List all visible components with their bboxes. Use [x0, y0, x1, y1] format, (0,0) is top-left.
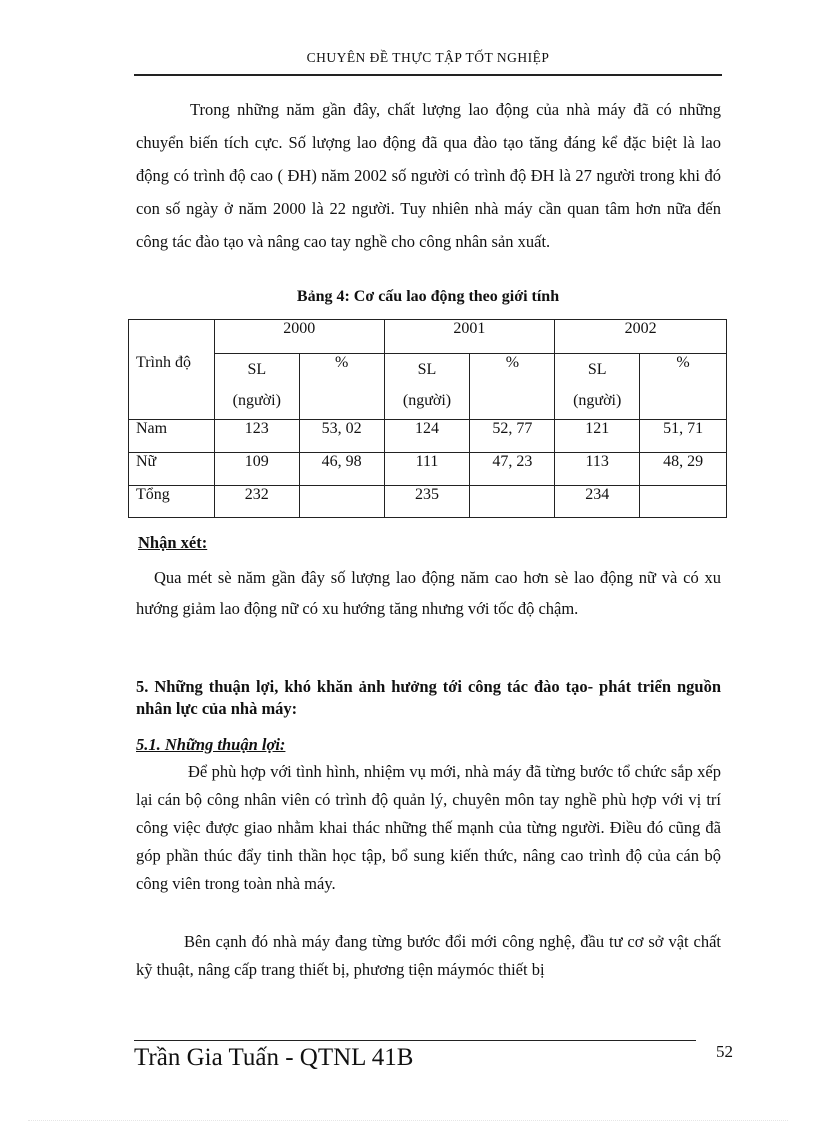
- table-cell: [299, 486, 384, 518]
- sl-header-2001: [384, 354, 470, 420]
- remark-paragraph: Qua mét sè năm gần đây số lượng lao động năm cao hơn sè lao động nữ và có xu hướng giảm lao động nữ có xu hướng tăng nhưng với tốc độ chậm.: [136, 568, 721, 618]
- year-2002-header: 2002: [555, 320, 727, 354]
- table-row: [129, 420, 727, 453]
- table-cell: 109: [214, 453, 299, 486]
- row-header-label: Trình độ: [136, 354, 191, 371]
- footer-divider: [134, 1040, 696, 1041]
- table-cell: [470, 486, 555, 518]
- section-5-1-heading: 5.1. Những thuận lợi:: [136, 735, 286, 754]
- page-header-title: CHUYÊN ĐỀ THỰC TẬP TỐT NGHIỆP: [306, 50, 550, 65]
- sl-unit-label: (người): [573, 392, 622, 409]
- table-cell: 235: [384, 486, 470, 518]
- table-row: [129, 453, 727, 486]
- labor-structure-table: [128, 319, 727, 518]
- year-2001-header: 2001: [384, 320, 555, 354]
- table-cell: 232: [214, 486, 299, 518]
- sl-unit-label: (người): [402, 392, 452, 409]
- page-number: 52: [716, 1042, 733, 1061]
- pct-header-2001: %: [470, 354, 555, 420]
- table-caption: Bảng 4: Cơ cấu lao động theo giới tính: [296, 288, 560, 305]
- pct-header-2000: %: [299, 354, 384, 420]
- advantages-paragraph-2: Bên cạnh đó nhà máy đang từng bước đổi mới công nghệ, đầu tư cơ sở vật chất kỹ thuật, nâng cấp trang thiết bị, phương tiện máymóc thiết bị: [136, 932, 721, 979]
- sl-label: SL: [417, 361, 437, 378]
- table-cell: 47, 23: [470, 453, 555, 486]
- table-cell: 46, 98: [299, 453, 384, 486]
- table-cell: 51, 71: [640, 420, 727, 453]
- header-divider: [134, 74, 722, 76]
- footer-author: Trần Gia Tuấn - QTNL 41B: [134, 1044, 414, 1071]
- table-cell: 52, 77: [470, 420, 555, 453]
- table-cell: 123: [214, 420, 299, 453]
- table-cell: 111: [384, 453, 470, 486]
- bottom-dotted-edge: [28, 1120, 788, 1121]
- remark-heading: Nhận xét:: [138, 533, 208, 552]
- table-cell: 121: [555, 420, 640, 453]
- row-label-nu: Nữ: [129, 453, 215, 486]
- table-cell: 234: [555, 486, 640, 518]
- row-header-cell: [129, 320, 215, 420]
- sl-unit-label: (người): [232, 392, 281, 409]
- sl-header-2000: [214, 354, 299, 420]
- sl-header-2002: [555, 354, 640, 420]
- table-cell: 113: [555, 453, 640, 486]
- table-cell: 48, 29: [640, 453, 727, 486]
- sl-label: SL: [587, 361, 607, 378]
- year-2000-header: 2000: [214, 320, 384, 354]
- sl-label: SL: [247, 361, 267, 378]
- advantages-paragraph-1: Để phù hợp với tình hình, nhiệm vụ mới, nhà máy đã từng bước tổ chức sắp xếp lại cán bộ công nhân viên có trình độ quản lý, chuyên môn tay nghề phù hợp với vị trí công việc được giao nhằm khai thác những thế mạnh của từng người. Điều đó cũng đã góp phần thúc đẩy tinh thần học tập, bổ sung kiến thức, nâng cao trình độ của cán bộ công viên trong toàn nhà máy.: [136, 762, 721, 893]
- table-cell: 53, 02: [299, 420, 384, 453]
- section-5-heading: 5. Những thuận lợi, khó khăn ảnh hưởng tới công tác đào tạo- phát triển nguồn nhân lực của nhà máy:: [136, 677, 721, 718]
- table-year-row: [129, 320, 727, 354]
- row-label-nam: Nam: [129, 420, 215, 453]
- table-row: [129, 486, 727, 518]
- row-label-tong: Tổng: [129, 486, 215, 518]
- table-cell: [640, 486, 727, 518]
- table-subheader-row: [129, 354, 727, 420]
- table-cell: 124: [384, 420, 470, 453]
- pct-header-2002: %: [640, 354, 727, 420]
- intro-paragraph: Trong những năm gần đây, chất lượng lao động của nhà máy đã có những chuyển biến tích cực. Số lượng lao động đã qua đào tạo tăng đáng kể đặc biệt là lao động có trình độ cao ( ĐH) năm 2002 số người có trình độ ĐH là 27 người trong khi đó con số ngày ở năm 2000 là 22 người. Tuy nhiên nhà máy cần quan tâm hơn nữa đến công tác đào tạo và nâng cao tay nghề cho công nhân sản xuất.: [136, 100, 721, 251]
